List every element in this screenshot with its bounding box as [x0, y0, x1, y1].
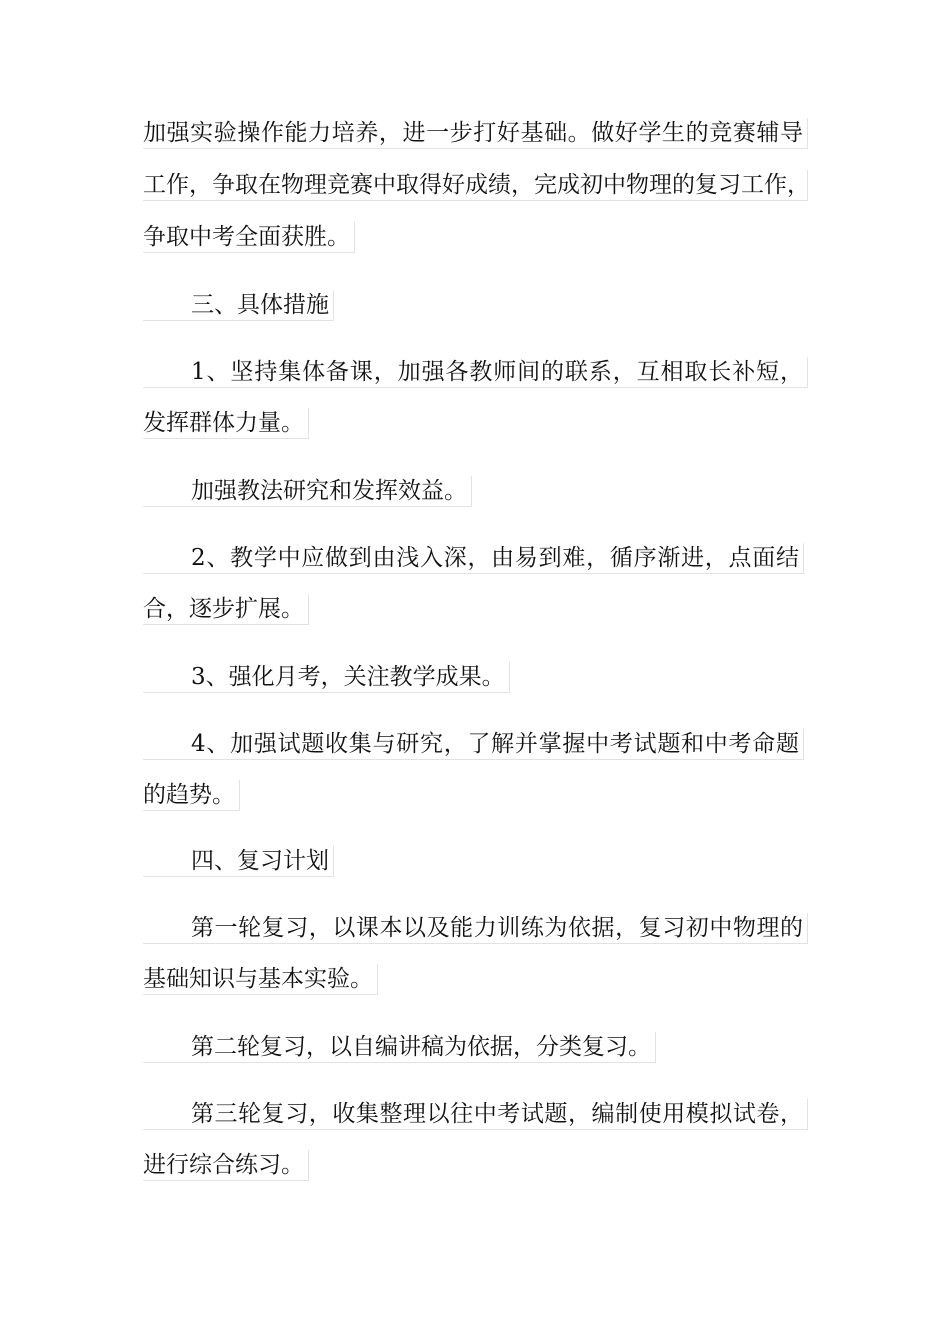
measure-1-line-1: 1、坚持集体备课，加强各教师间的联系，互相取长补短，: [143, 357, 808, 388]
measure-2-line-2: 合，逐步扩展。: [143, 594, 309, 625]
measure-3: 3、强化月考，关注教学成果。: [143, 662, 510, 693]
review-round-3-line-2: 进行综合练习。: [143, 1150, 309, 1181]
measure-1-line-2: 发挥群体力量。: [143, 408, 309, 439]
measure-2-line-1: 2、教学中应做到由浅入深，由易到难，循序渐进，点面结: [143, 543, 804, 574]
review-round-1-line-2: 基础知识与基本实验。: [143, 964, 378, 995]
measure-4-line-1: 4、加强试题收集与研究，了解并掌握中考试题和中考命题: [143, 729, 804, 760]
measure-teaching-method: 加强教法研究和发挥效益。: [143, 476, 472, 507]
section-heading-measures: 三、具体措施: [143, 290, 334, 321]
review-round-1-line-1: 第一轮复习，以课本以及能力训练为依据，复习初中物理的: [143, 913, 808, 944]
review-round-3-line-1: 第三轮复习，收集整理以往中考试题，编制使用模拟试卷，: [143, 1099, 808, 1130]
paragraph-goals-line-2: 工作，争取在物理竞赛中取得好成绩，完成初中物理的复习工作，: [143, 170, 808, 201]
paragraph-goals-line-3: 争取中考全面获胜。: [143, 222, 355, 253]
paragraph-goals-line-1: 加强实验操作能力培养，进一步打好基础。做好学生的竞赛辅导: [143, 118, 808, 149]
section-heading-review-plan: 四、复习计划: [143, 846, 334, 877]
review-round-2: 第二轮复习，以自编讲稿为依据，分类复习。: [143, 1032, 656, 1063]
measure-4-line-2: 的趋势。: [143, 780, 240, 811]
